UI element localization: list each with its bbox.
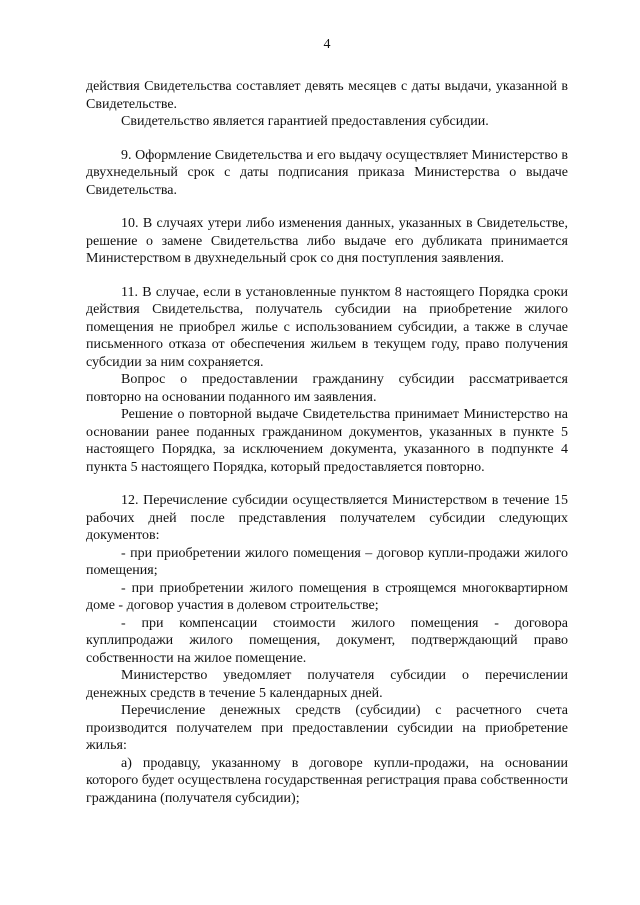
page-number: 4 bbox=[323, 37, 331, 52]
document-body bbox=[86, 78, 568, 807]
list-item: - при компенсации стоимости жилого помещения - договора куплипродажи жилого помещения, документ, подтверждающий право собственности на жилое помещение. bbox=[86, 615, 568, 666]
list-item: а) продавцу, указанному в договоре купли-продажи, на основании которого будет осуществлена государственная регистрация права собственности гражданина (получателя субсидии); bbox=[86, 755, 568, 806]
paragraph: Свидетельство является гарантией предоставления субсидии. bbox=[121, 114, 489, 129]
paragraph: Министерство уведомляет получателя субсидии о перечислении денежных средств в течение 5 календарных дней. bbox=[86, 668, 568, 701]
list-item: - при приобретении жилого помещения в строящемся многоквартирном доме - договор участия в долевом строительстве; bbox=[86, 580, 568, 613]
list-item: - при приобретении жилого помещения – договор купли-продажи жилого помещения; bbox=[86, 545, 568, 578]
paragraph: Перечисление денежных средств (субсидии) с расчетного счета производится получателем при предоставлении субсидии на приобретение жилья: bbox=[86, 703, 568, 753]
paragraph: Решение о повторной выдаче Свидетельства принимает Министерство на основании ранее поданных гражданином документов, указанных в пункте 5 настоящего Порядка, за исключением документа, указанного в подпункте 4 пункта 5 настоящего Порядка, который предоставляется повторно. bbox=[86, 407, 568, 475]
paragraph: 12. Перечисление субсидии осуществляется Министерством в течение 15 рабочих дней после представления получателем субсидии следующих документов: bbox=[86, 493, 568, 543]
paragraph: 10. В случаях утери либо изменения данных, указанных в Свидетельстве, решение о замене Свидетельства либо выдаче его дубликата принимается Министерством в двухнедельный срок со дня поступления заявления. bbox=[86, 216, 568, 266]
paragraph: Вопрос о предоставлении гражданину субсидии рассматривается повторно на основании поданного им заявления. bbox=[86, 372, 568, 405]
paragraph: 11. В случае, если в установленные пунктом 8 настоящего Порядка сроки действия Свидетельства, получатель субсидии на приобретение жилого помещения не приобрел жилье с использованием субсидии, а также в случае письменного отказа от обеспечения жильем в текущем году, право получения субсидии за ним сохраняется. bbox=[86, 284, 568, 370]
paragraph: действия Свидетельства составляет девять месяцев с даты выдачи, указанной в Свидетельстве. bbox=[86, 79, 568, 112]
paragraph: 9. Оформление Свидетельства и его выдачу осуществляет Министерство в двухнедельный срок с даты подписания приказа Министерства о выдаче Свидетельства. bbox=[86, 147, 568, 198]
